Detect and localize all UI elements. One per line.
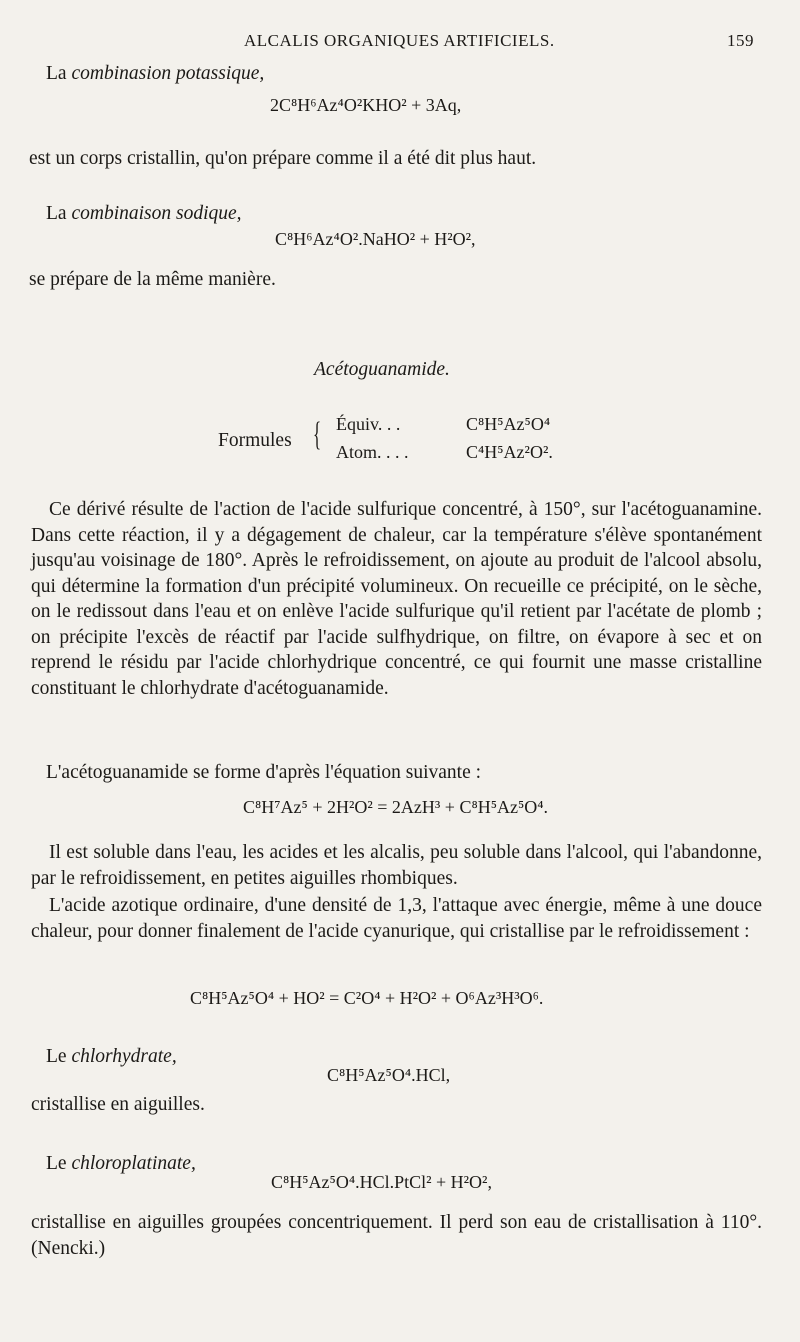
formula-row-kind: Atom. . . . (336, 442, 409, 462)
sodium-intro: La combinaison sodique, (46, 203, 242, 224)
formulas-label: Formules (218, 430, 292, 451)
brace-symbol: { (313, 416, 322, 453)
paragraph-solubility: Il est soluble dans l'eau, les acides et les alcalis, peu soluble dans l'alcool, qui l'abandonne, par le refroidissement, en petites aiguilles rhombiques. (31, 842, 762, 889)
potassium-formula: 2C⁸H⁶Az⁴O²KHO² + 3Aq, (270, 95, 462, 115)
potassium-text: est un corps cristallin, qu'on prépare comme il a été dit plus haut. (29, 148, 537, 169)
sodium-text: se prépare de la même manière. (29, 269, 276, 290)
paragraph-equation-intro: L'acétoguanamide se forme d'après l'équation suivante : (46, 762, 482, 783)
formula-row-kind: Équiv. . . (336, 414, 401, 434)
paragraph-nitric-acid: L'acide azotique ordinaire, d'une densité de 1,3, l'attaque avec énergie, même à une douce chaleur, pour donner finalement de l'acide cyanurique, qui cristallise par le refroidissement : (31, 895, 762, 942)
formula-row-value: C⁴H⁵Az²O². (466, 442, 553, 462)
running-title: ALCALIS ORGANIQUES ARTIFICIELS. (244, 31, 555, 50)
paragraph-preparation: Ce dérivé résulte de l'action de l'acide sulfurique concentré, à 150°, sur l'acétoguanamine. Dans cette réaction, il y a dégagement de chaleur, car la température s'élève spontanément jusqu'au voisinage de 180°. Après le refroidissement, on ajoute au produit de l'alcool absolu, qui détermine la formation d'un précipité volumineux. On recueille ce précipité, on le sèche, on le redissout dans l'eau et on enlève l'acide sulfurique qu'il retient par l'acétate de plomb ; on précipite l'excès de réactif par l'acide sulfhydrique, on filtre, on évapore à sec et on reprend le résidu par l'acide chlorhydrique concentré, ce qui fournit une masse cristalline constituant le chlorhydrate d'acétoguanamide. (31, 499, 762, 699)
chlorhydrate-formula: C⁸H⁵Az⁵O⁴.HCl, (327, 1065, 451, 1085)
equation-formation: C⁸H⁷Az⁵ + 2H²O² = 2AzH³ + C⁸H⁵Az⁵O⁴. (243, 797, 549, 817)
chloroplatinate-formula: C⁸H⁵Az⁵O⁴.HCl.PtCl² + H²O², (271, 1172, 492, 1192)
page-number: 159 (727, 31, 754, 50)
formula-row-value: C⁸H⁵Az⁵O⁴ (466, 414, 551, 434)
section-title: Acétoguanamide. (314, 359, 450, 380)
chlorhydrate-text: cristallise en aiguilles. (31, 1094, 205, 1115)
sodium-formula: C⁸H⁶Az⁴O².NaHO² + H²O², (275, 229, 476, 249)
chloroplatinate-text: cristallise en aiguilles groupées concentriquement. Il perd son eau de cristallisation à 110°. (Nencki.) (31, 1212, 762, 1259)
chlorhydrate-intro: Le chlorhydrate, (46, 1046, 177, 1067)
chloroplatinate-intro: Le chloroplatinate, (46, 1153, 196, 1174)
equation-nitric: C⁸H⁵Az⁵O⁴ + HO² = C²O⁴ + H²O² + O⁶Az³H³O⁶. (190, 988, 544, 1008)
potassium-intro: La combinasion potassique, (46, 63, 265, 84)
